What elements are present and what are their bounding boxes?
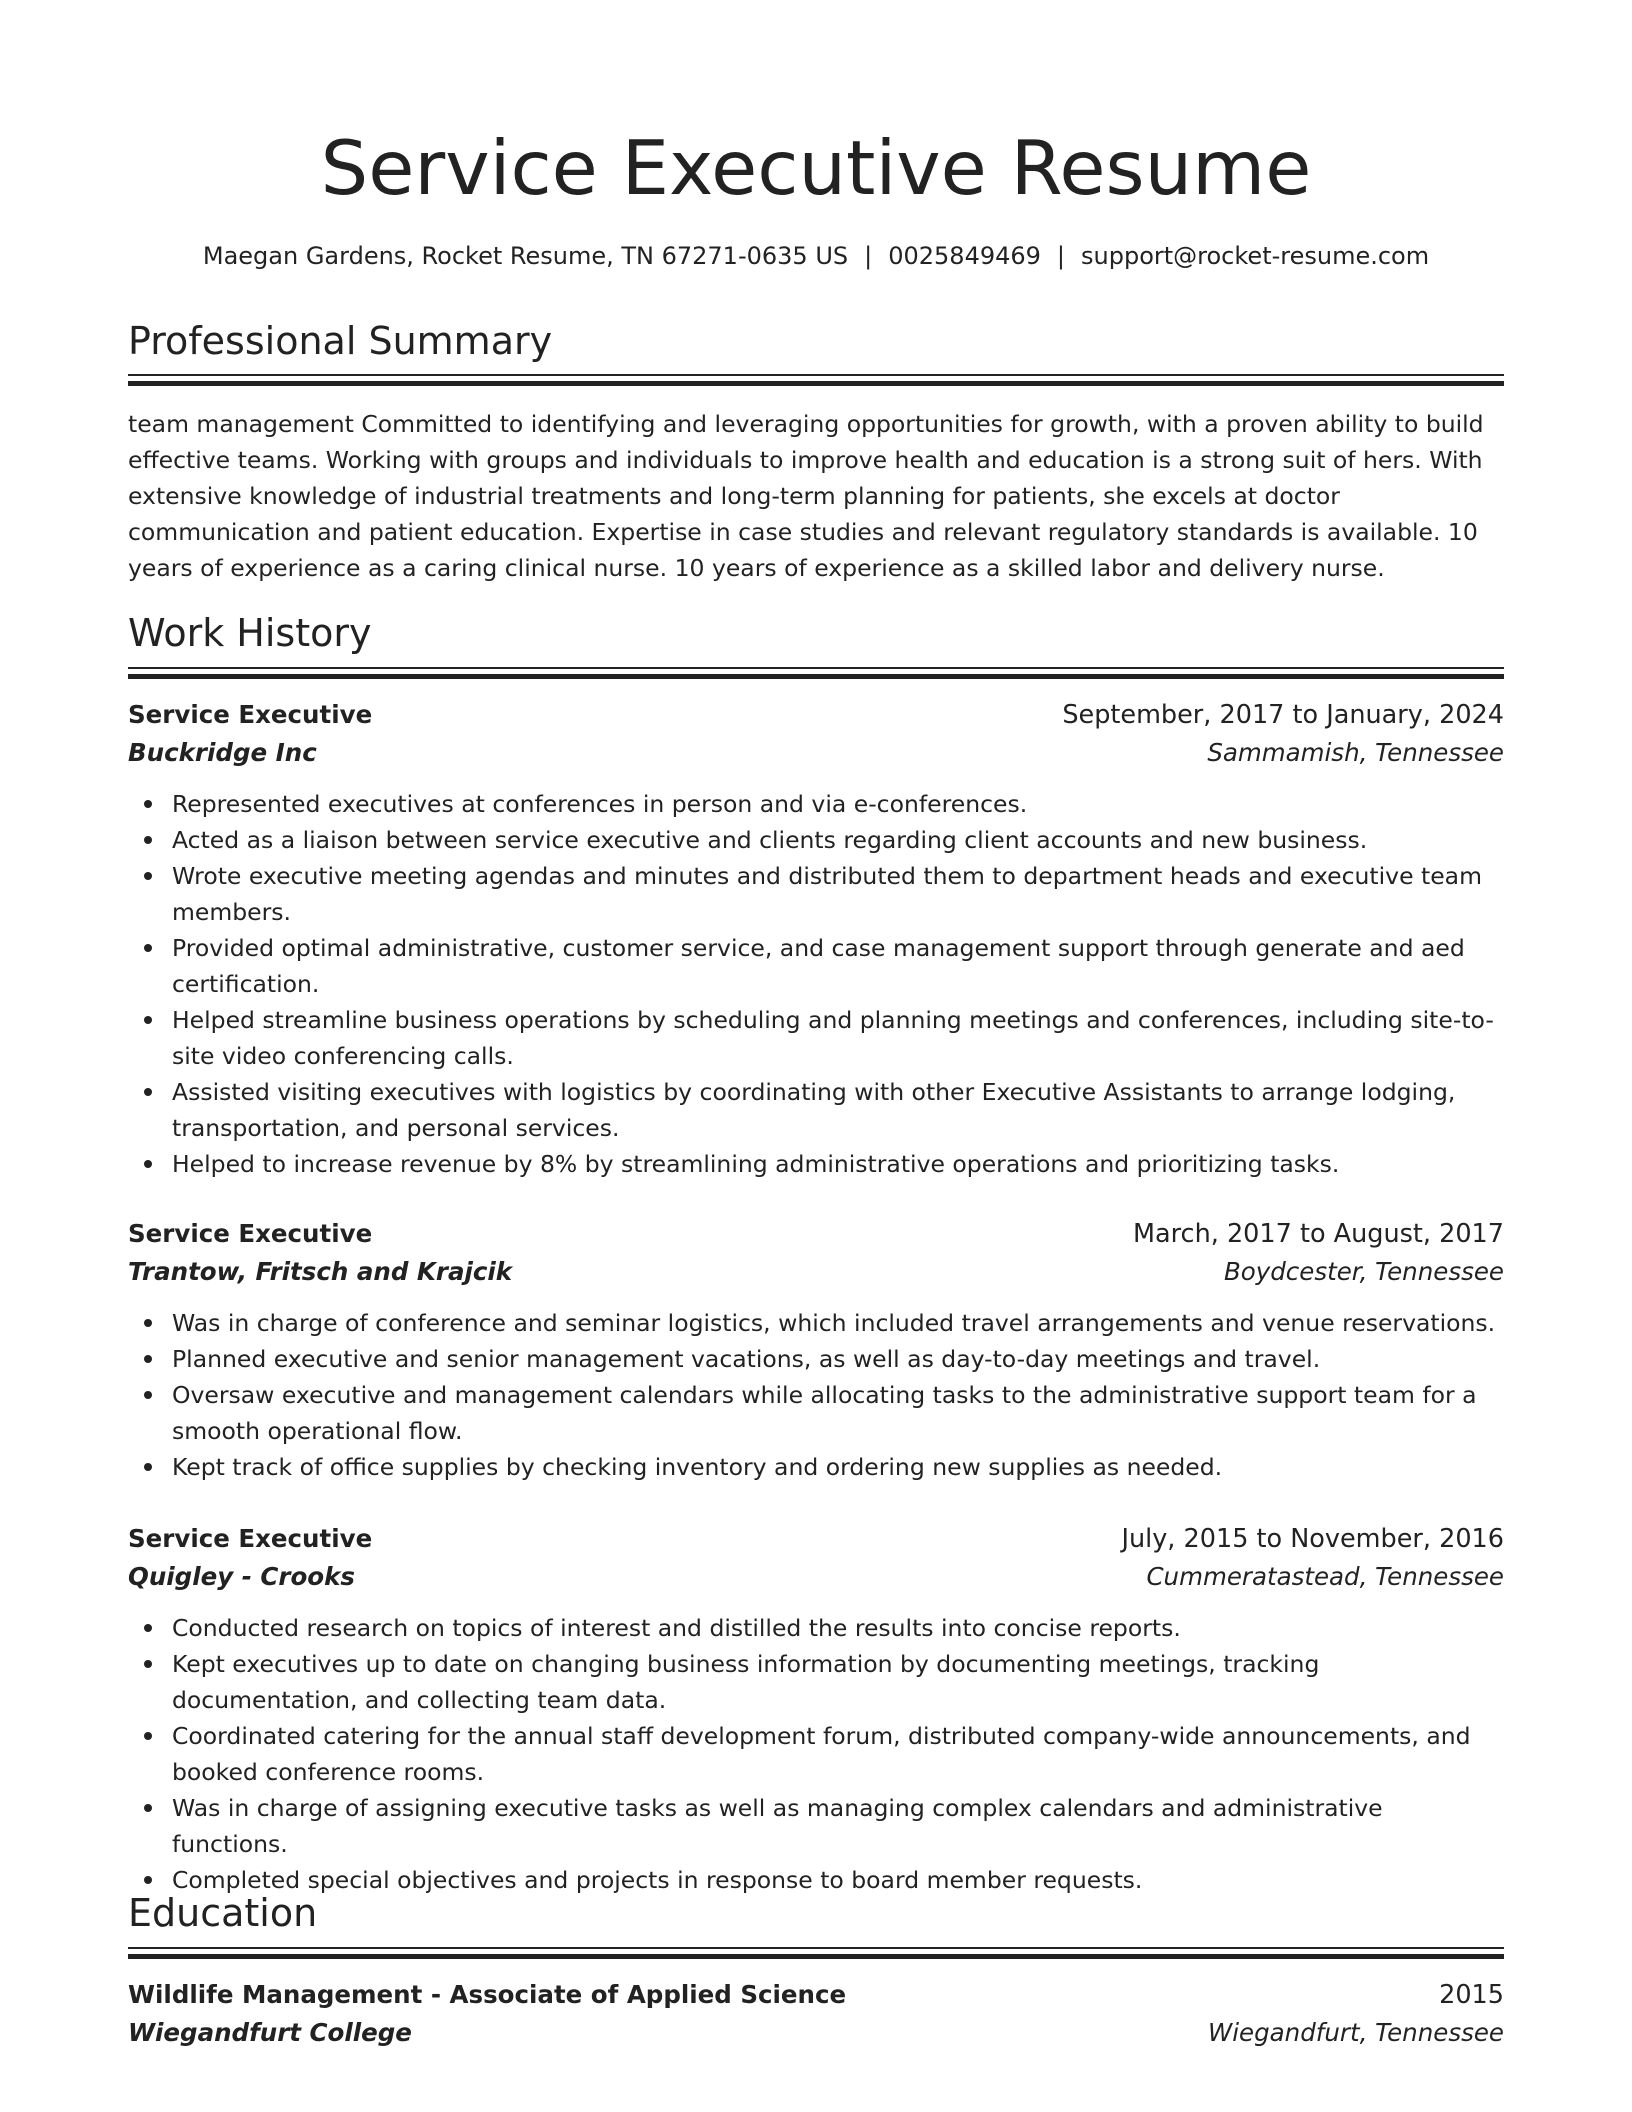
job-bullet: Helped to increase revenue by 8% by streamlining administrative operations and prioritizing tasks. bbox=[128, 1146, 1504, 1182]
job-title: Service Executive bbox=[128, 1219, 373, 1248]
job-bullet: Was in charge of assigning executive tasks as well as managing complex calendars and administrative functions. bbox=[128, 1790, 1504, 1862]
job-dates: March, 2017 to August, 2017 bbox=[1133, 1219, 1504, 1249]
job-bullet: Kept track of office supplies by checking inventory and ordering new supplies as needed. bbox=[128, 1449, 1504, 1485]
contact-email[interactable]: support@rocket-resume.com bbox=[1081, 242, 1430, 270]
job-bullet: Represented executives at conferences in person and via e-conferences. bbox=[128, 786, 1504, 822]
job-title: Service Executive bbox=[128, 1524, 373, 1553]
job-company: Quigley - Crooks bbox=[128, 1562, 356, 1591]
job-company-row bbox=[128, 1253, 1504, 1291]
job-bullet: Kept executives up to date on changing business information by documenting meetings, tracking documentation, and collecting team data. bbox=[128, 1646, 1504, 1718]
job-dates: September, 2017 to January, 2024 bbox=[1062, 700, 1504, 730]
job-entry bbox=[128, 1215, 1504, 1485]
contact-separator: | bbox=[864, 242, 873, 270]
job-bullet-list bbox=[128, 1305, 1504, 1485]
job-title: Service Executive bbox=[128, 700, 373, 729]
education-entry bbox=[128, 1976, 1504, 2052]
job-dates: July, 2015 to November, 2016 bbox=[1121, 1524, 1504, 1554]
job-bullet: Conducted research on topics of interest and distilled the results into concise reports. bbox=[128, 1610, 1504, 1646]
job-header-row bbox=[128, 1215, 1504, 1253]
summary-divider bbox=[128, 374, 1504, 386]
job-bullet: Assisted visiting executives with logistics by coordinating with other Executive Assistants to arrange lodging, transportation, and personal services. bbox=[128, 1074, 1504, 1146]
job-location: Boydcester, Tennessee bbox=[1223, 1257, 1504, 1286]
job-bullet: Planned executive and senior management vacations, as well as day-to-day meetings and travel. bbox=[128, 1341, 1504, 1377]
job-company: Trantow, Fritsch and Krajcik bbox=[128, 1257, 513, 1286]
education-school-row bbox=[128, 2014, 1504, 2052]
education-location: Wiegandfurt, Tennessee bbox=[1208, 2018, 1504, 2047]
job-bullet: Provided optimal administrative, customer service, and case management support through generate and aed certification. bbox=[128, 930, 1504, 1002]
job-entry bbox=[128, 696, 1504, 1182]
job-location: Cummeratastead, Tennessee bbox=[1146, 1562, 1504, 1591]
resume-title: Service Executive Resume bbox=[320, 124, 1312, 212]
job-entry bbox=[128, 1520, 1504, 1898]
job-bullet: Wrote executive meeting agendas and minutes and distributed them to department heads and executive team members. bbox=[128, 858, 1504, 930]
job-bullet-list bbox=[128, 1610, 1504, 1898]
job-location: Sammamish, Tennessee bbox=[1207, 738, 1504, 767]
education-divider bbox=[128, 1947, 1504, 1959]
education-heading: Education bbox=[128, 1891, 318, 1935]
education-degree: Wildlife Management - Associate of Applied Science bbox=[128, 1980, 847, 2009]
job-company-row bbox=[128, 1558, 1504, 1596]
work-history-divider bbox=[128, 667, 1504, 679]
job-bullet: Helped streamline business operations by scheduling and planning meetings and conferences, including site-to-site video conferencing calls. bbox=[128, 1002, 1504, 1074]
contact-address: Maegan Gardens, Rocket Resume, TN 67271-0635 US bbox=[202, 242, 849, 270]
job-bullet: Was in charge of conference and seminar logistics, which included travel arrangements and venue reservations. bbox=[128, 1305, 1504, 1341]
contact-separator: | bbox=[1056, 242, 1066, 270]
job-bullet-list bbox=[128, 786, 1504, 1182]
contact-phone: 0025849469 bbox=[888, 242, 1041, 270]
summary-heading: Professional Summary bbox=[128, 319, 553, 363]
education-header-row bbox=[128, 1976, 1504, 2014]
job-header-row bbox=[128, 1520, 1504, 1558]
education-year: 2015 bbox=[1439, 1980, 1504, 2010]
job-bullet: Acted as a liaison between service executive and clients regarding client accounts and new business. bbox=[128, 822, 1504, 858]
job-bullet: Coordinated catering for the annual staff development forum, distributed company-wide announcements, and booked conference rooms. bbox=[128, 1718, 1504, 1790]
job-header-row bbox=[128, 696, 1504, 734]
contact-line bbox=[128, 238, 1504, 274]
job-company-row bbox=[128, 734, 1504, 772]
job-bullet: Completed special objectives and projects in response to board member requests. bbox=[128, 1862, 1504, 1898]
job-company: Buckridge Inc bbox=[128, 738, 317, 767]
summary-text: team management Committed to identifying and leveraging opportunities for growth, with a proven ability to build effective teams. Working with groups and individuals to improve health and education is a strong suit of hers. With extensive knowledge of industrial treatments and long-term planning for patients, she excels at doctor communication and patient education. Expertise in case studies and relevant regulatory standards is available. 10 years of experience as a caring clinical nurse. 10 years of experience as a skilled labor and delivery nurse. bbox=[128, 410, 1484, 582]
work-history-heading: Work History bbox=[128, 611, 372, 655]
job-bullet: Oversaw executive and management calendars while allocating tasks to the administrative support team for a smooth operational flow. bbox=[128, 1377, 1504, 1449]
education-school: Wiegandfurt College bbox=[128, 2018, 412, 2047]
